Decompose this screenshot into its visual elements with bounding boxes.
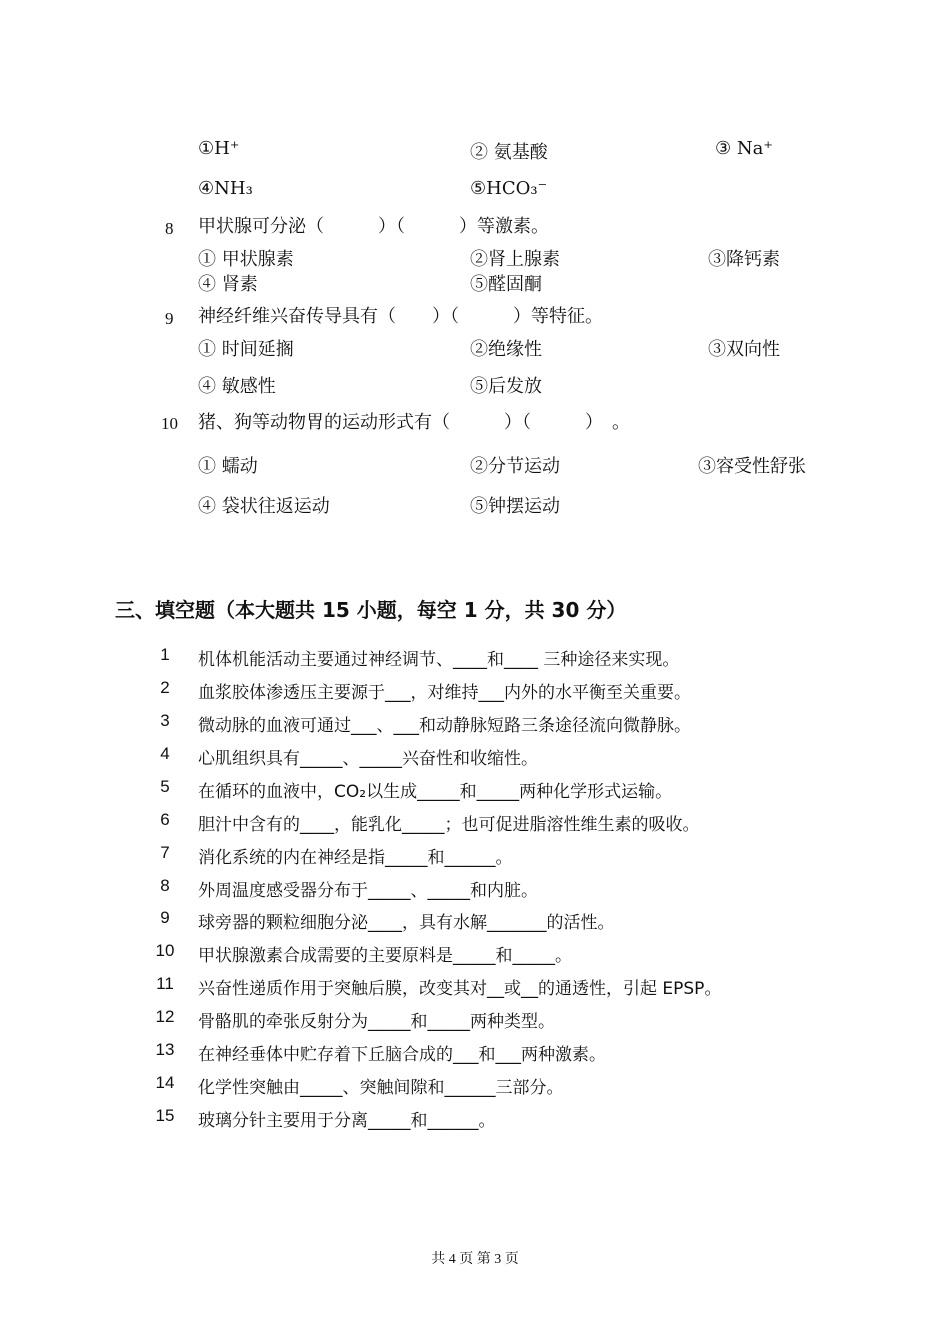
fill-question-text: 微动脉的血液可通过___、___和动静脉短路三条途径流向微静脉。 [198, 716, 691, 736]
q10-option-2: ②分节运动 [470, 456, 560, 477]
fill-question-number: 5 [160, 777, 170, 796]
q9-number: 9 [165, 309, 174, 328]
fill-question-number: 1 [160, 645, 170, 664]
fill-question-number: 14 [155, 1073, 175, 1092]
fill-question-text: 消化系统的内在神经是指_____和______。 [198, 848, 513, 868]
fill-question-text: 玻璃分针主要用于分离_____和______。 [198, 1111, 496, 1131]
fill-question-number: 12 [155, 1007, 175, 1026]
fill-question-number: 8 [160, 876, 170, 895]
q8-number: 8 [165, 219, 174, 238]
q8-option-1: ① 甲状腺素 [198, 249, 294, 270]
q9-option-4: ④ 敏感性 [198, 376, 276, 397]
fill-question-number: 9 [160, 908, 170, 927]
fill-question-text: 心肌组织具有_____、_____兴奋性和收缩性。 [198, 749, 538, 769]
q8-option-2: ②肾上腺素 [470, 249, 560, 270]
q10-option-1: ① 蠕动 [198, 456, 258, 477]
q7-option-2: ② 氨基酸 [470, 142, 548, 163]
fill-question-number: 4 [160, 744, 170, 763]
page-footer: 共 4 页 第 3 页 [431, 1252, 519, 1267]
fill-question-number: 11 [156, 974, 174, 993]
q8-option-4: ④ 肾素 [198, 274, 258, 295]
fill-question-text: 骨骼肌的牵张反射分为_____和_____两种类型。 [198, 1012, 555, 1032]
q7-option-3: ③ Na⁺ [715, 138, 773, 159]
fill-question-text: 胆汁中含有的____，能乳化_____；也可促进脂溶性维生素的吸收。 [198, 815, 700, 835]
q9-stem: 神经纤维兴奋传导具有（ ）（ ）等特征。 [198, 306, 603, 327]
fill-question-number: 10 [155, 941, 175, 960]
fill-question-text: 机体机能活动主要通过神经调节、____和____ 三种途径来实现。 [198, 650, 680, 670]
q10-option-5: ⑤钟摆运动 [470, 496, 560, 517]
fill-question-text: 血浆胶体渗透压主要源于___，对维持___内外的水平衡至关重要。 [198, 683, 691, 703]
fill-question-number: 3 [160, 711, 170, 730]
fill-question-number: 2 [160, 678, 170, 697]
q8-option-5: ⑤醛固酮 [470, 274, 542, 295]
fill-question-text: 在循环的血液中，CO₂以生成_____和_____两种化学形式运输。 [198, 782, 673, 802]
q10-number: 10 [161, 414, 178, 433]
q10-stem: 猪、狗等动物胃的运动形式有（ ）（ ） 。 [198, 412, 630, 433]
fill-question-number: 15 [155, 1106, 175, 1125]
q8-option-3: ③降钙素 [708, 249, 780, 270]
q10-option-4: ④ 袋状往返运动 [198, 496, 330, 517]
q9-option-3: ③双向性 [708, 339, 780, 360]
fill-question-text: 兴奋性递质作用于突触后膜，改变其对__或__的通透性，引起 EPSP。 [198, 979, 722, 999]
q7-option-1: ①H⁺ [198, 138, 240, 159]
fill-question-number: 7 [160, 843, 170, 862]
fill-question-text: 甲状腺激素合成需要的主要原料是_____和_____。 [198, 946, 572, 966]
fill-question-text: 化学性突触由_____、突触间隙和______三部分。 [198, 1078, 564, 1098]
fill-question-text: 在神经垂体中贮存着下丘脑合成的___和___两种激素。 [198, 1045, 606, 1065]
q9-option-1: ① 时间延搁 [198, 339, 294, 360]
fill-question-number: 13 [155, 1040, 175, 1059]
fill-question-text: 球旁器的颗粒细胞分泌____，具有水解_______的活性。 [198, 913, 615, 933]
section-3-title: 三、填空题（本大题共 15 小题，每空 1 分，共 30 分） [115, 598, 627, 622]
q7-option-5: ⑤HCO₃⁻ [470, 178, 548, 199]
q10-option-3: ③容受性舒张 [698, 456, 806, 477]
fill-question-text: 外周温度感受器分布于_____、_____和内脏。 [198, 881, 538, 901]
q7-option-4: ④NH₃ [198, 178, 253, 199]
q9-option-5: ⑤后发放 [470, 376, 542, 397]
q9-option-2: ②绝缘性 [470, 339, 542, 360]
fill-question-number: 6 [160, 810, 170, 829]
q8-stem: 甲状腺可分泌（ ）（ ）等激素。 [198, 216, 549, 237]
